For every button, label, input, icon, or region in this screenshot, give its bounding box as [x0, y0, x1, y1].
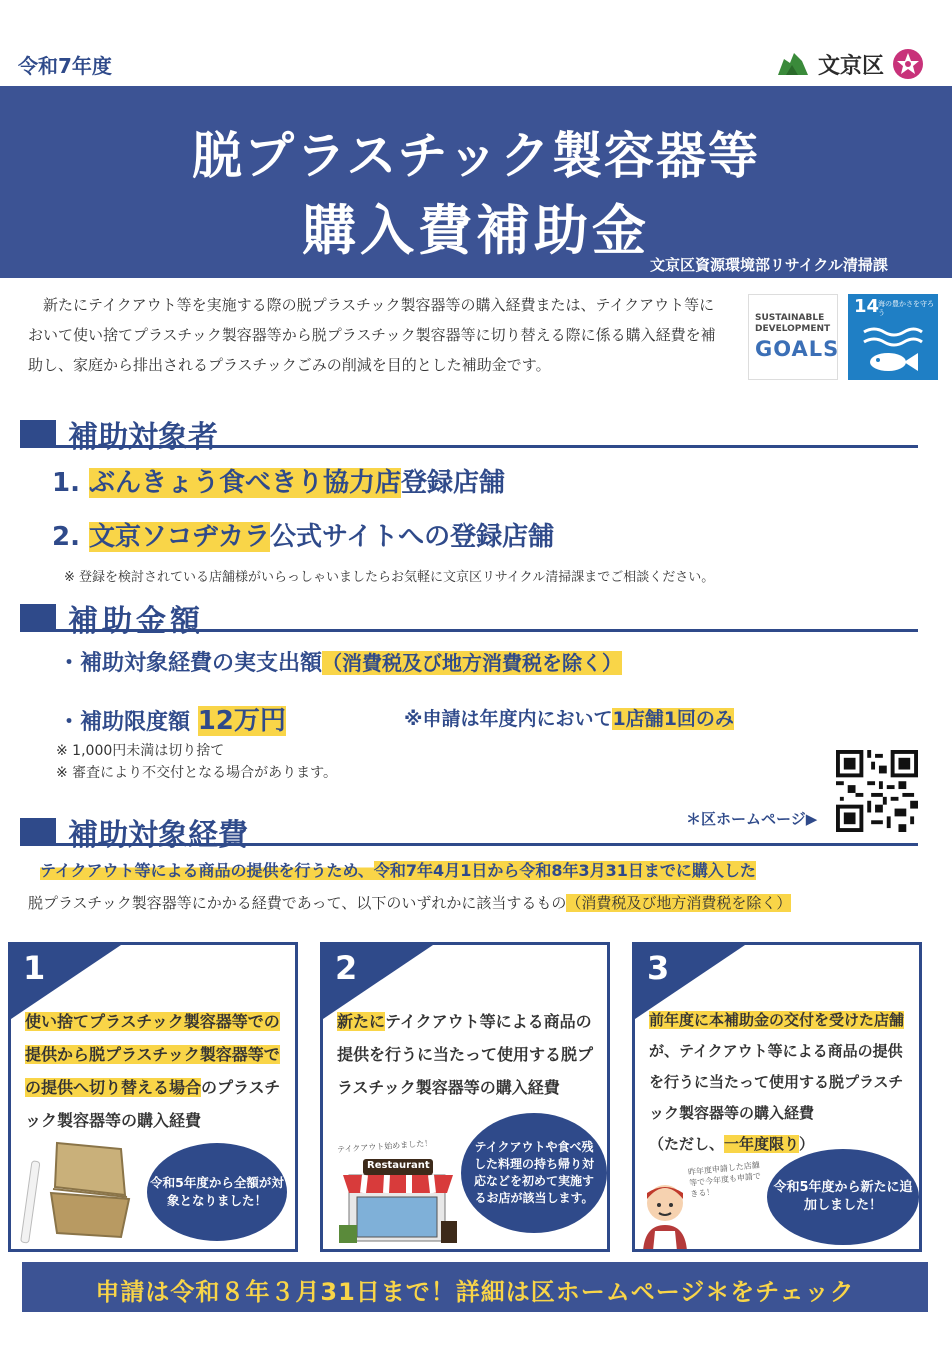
item-2-rest: 公式サイトへの登録店舗	[270, 522, 555, 552]
amount-line-1-main: ・補助対象経費の実支出額	[58, 651, 323, 676]
page-title-line2: 購入費補助金	[302, 199, 650, 262]
takeout-caption: テイクアウト始めました！	[336, 1138, 433, 1155]
card-1-bubble: 令和5年度から全額が対象となりました！	[147, 1143, 287, 1241]
period-text: テイクアウト等による商品の提供を行うため、	[40, 861, 374, 880]
card-1-rest: のプラスチック製容器等の購入経費	[25, 1078, 281, 1130]
amount-limit-highlight: 12万円	[197, 706, 286, 736]
target-item-2	[52, 516, 554, 553]
amount-line-1	[58, 646, 622, 677]
sdg14-badge	[848, 294, 938, 380]
item-1-rest: 登録店舗	[401, 468, 506, 498]
card-2-text	[337, 1005, 599, 1104]
section-marker	[20, 420, 56, 446]
department-name: 文京区資源環境部リサイクル清掃課	[650, 256, 888, 274]
amount-note-highlight: 1店舗1回のみ	[612, 708, 734, 730]
card-3-paren-highlight: 一年度限り	[724, 1135, 800, 1153]
target-note: ※ 登録を検討されている店舗様がいらっしゃいましたらお気軽に文京区リサイクル清掃課までご相談ください。	[64, 570, 715, 585]
amount-note-2: ※ 審査により不交付となる場合があります。	[56, 765, 338, 781]
card-1-number: 1	[23, 949, 46, 987]
ward-logo	[776, 44, 924, 84]
section-amount-heading	[20, 592, 918, 639]
sdgs-line1: SUSTAINABLE	[755, 313, 825, 323]
ward-name: 文京区	[818, 53, 885, 79]
sdgs-logo	[748, 294, 838, 380]
amount-line-1-highlight: （消費税及び地方消費税を除く）	[322, 651, 623, 675]
amount-line-2	[58, 700, 286, 737]
fiscal-year: 令和7年度	[18, 54, 112, 78]
card-3-bubble: 令和5年度から新たに追加しました！	[767, 1149, 919, 1245]
target-item-1	[52, 462, 505, 499]
expense-card-3	[632, 942, 922, 1252]
page-title-line1: 脱プラスチック製容器等	[192, 127, 760, 185]
card-3-rest: が、テイクアウト等による商品の提供を行うに当たって使用する脱プラスチック製容器等の購入経費	[649, 1042, 904, 1122]
intro-paragraph: 新たにテイクアウト等を実施する際の脱プラスチック製容器等の購入経費または、テイクアウト等において使い捨てプラスチック製容器等から脱プラスチック製容器等に切り替える際に係る購入経費を補助し、家庭から排出されるプラスチックごみの削減を目的とした補助金です。	[28, 296, 716, 374]
item-2-highlight: 文京ソコヂカラ	[89, 522, 270, 552]
sdg14-number: 14	[854, 296, 880, 317]
amount-line-2-main: ・補助限度額	[58, 710, 191, 735]
section-expense-label: 補助対象経費	[68, 818, 248, 853]
food-container-icon	[17, 1137, 145, 1247]
section-marker	[20, 818, 56, 844]
amount-line-2-note	[404, 704, 734, 731]
card-3-text	[649, 1005, 911, 1160]
ward-mark-icon	[776, 49, 810, 79]
card-3-paren-a: （ただし、	[649, 1135, 725, 1153]
period-line-2	[28, 892, 791, 913]
card-2-highlight: 新たに	[337, 1012, 386, 1031]
card-2-bubble: テイクアウトや食べ残した料理の持ち帰り対応などを初めて実施するお店が該当します。	[461, 1113, 607, 1233]
period-tax-highlight: （消費税及び地方消費税を除く）	[566, 894, 792, 912]
section-target-heading	[20, 408, 918, 455]
section-amount-label: 補助金額	[68, 604, 204, 639]
fish-icon	[860, 324, 926, 376]
card-3-paren-b: ）	[799, 1135, 815, 1153]
homepage-label: ＊区ホームページ▶	[686, 810, 818, 828]
card-1-text	[25, 1005, 287, 1137]
card-3-caption: 昨年度申請した店舗等で今年度も申請できる！	[687, 1160, 762, 1199]
card-3-number: 3	[647, 949, 670, 987]
expense-card-1	[8, 942, 298, 1252]
amount-note-1: ※ 1,000円未満は切り捨て	[56, 743, 225, 759]
expense-card-2	[320, 942, 610, 1252]
card-2-rest: テイクアウト等による商品の提供を行うに当たって使用する脱プラスチック製容器等の購入経費	[337, 1012, 594, 1097]
card-1-highlight: 使い捨てプラスチック製容器等での提供から脱プラスチック製容器等での提供へ切り替える場合	[25, 1012, 280, 1097]
ward-emblem-icon	[892, 48, 924, 80]
sdgs-goals: GOALS	[755, 337, 840, 361]
item-1-highlight: ぶんきょう食べきり協力店	[89, 468, 402, 498]
item-2-number: 2.	[52, 522, 80, 552]
period-highlight: 令和7年4月1日から令和8年3月31日までに購入した	[373, 861, 756, 880]
footer-cta: 申請は令和８年３月31日まで！詳細は区ホームページ＊をチェック	[95, 1278, 855, 1306]
sdg14-text: 海の豊かさを守ろう	[878, 300, 934, 317]
period-line	[40, 858, 756, 881]
period-text-2: 脱プラスチック製容器等にかかる経費であって、以下のいずれかに該当するもの	[28, 894, 567, 912]
section-target-label: 補助対象者	[68, 420, 218, 455]
item-1-number: 1.	[52, 468, 80, 498]
shop-staff-icon	[637, 1179, 693, 1251]
restaurant-sign: Restaurant	[367, 1160, 430, 1171]
amount-note-text: ※申請は年度内において	[404, 708, 613, 730]
section-marker	[20, 604, 56, 630]
sdgs-line2: DEVELOPMENT	[755, 324, 831, 334]
card-2-number: 2	[335, 949, 358, 987]
card-3-highlight: 前年度に本補助金の交付を受けた店舗	[649, 1011, 905, 1029]
